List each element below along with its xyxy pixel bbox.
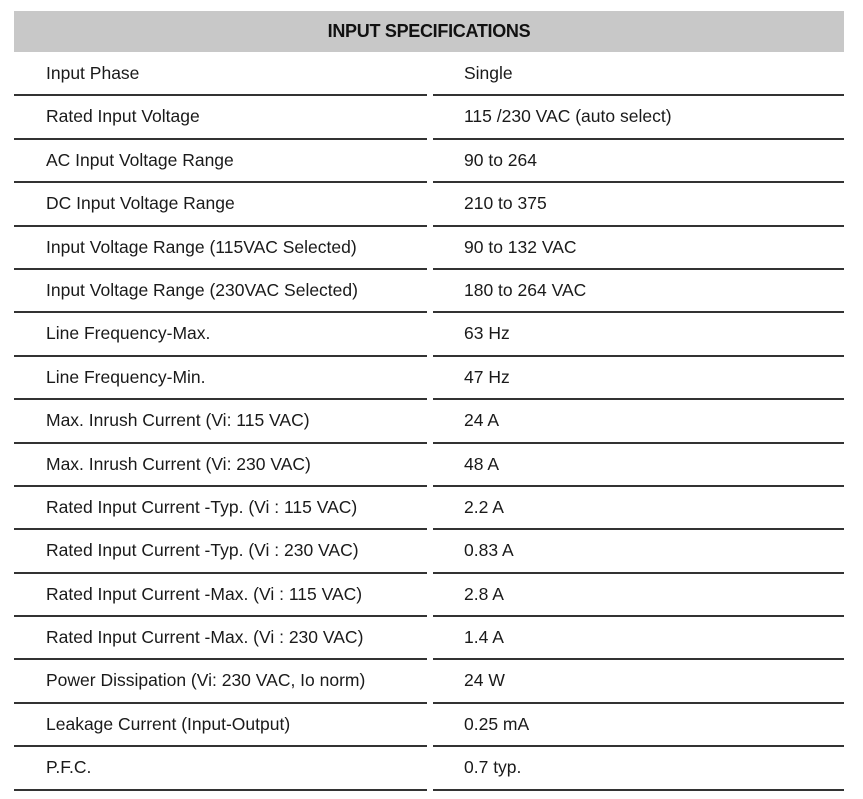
parameter-cell: Leakage Current (Input-Output) [46,713,291,734]
value-cell: 0.83 A [464,540,514,561]
table-row [14,399,844,442]
parameter-cell: AC Input Voltage Range [46,149,234,170]
value-cell: 115 /230 VAC (auto select) [464,106,672,127]
table-row [14,312,844,355]
parameter-cell: DC Input Voltage Range [46,193,235,214]
parameter-cell: Line Frequency-Min. [46,366,206,387]
parameter-cell: Line Frequency-Max. [46,323,211,344]
parameter-cell: Max. Inrush Current (Vi: 115 VAC) [46,410,310,431]
value-cell: 63 Hz [464,323,510,344]
parameter-cell: Power Dissipation (Vi: 230 VAC, Io norm) [46,670,366,691]
table-row [14,139,844,182]
value-cell: 24 W [464,670,505,691]
value-cell: 90 to 264 [464,149,537,170]
table-header [14,11,844,52]
table-row [14,616,844,659]
parameter-cell: Rated Input Current -Max. (Vi : 115 VAC) [46,583,363,604]
parameter-cell: Rated Input Current -Typ. (Vi : 115 VAC) [46,496,358,517]
parameter-cell: Input Phase [46,63,140,83]
parameter-cell: P.F.C. [46,757,92,778]
value-cell: 210 to 375 [464,193,547,214]
value-cell: 0.25 mA [464,713,530,734]
table-row [14,52,844,95]
parameter-cell: Rated Input Current -Max. (Vi : 230 VAC) [46,627,364,648]
value-cell: 48 A [464,453,500,474]
value-cell: 1.4 A [464,627,504,648]
table-row [14,486,844,529]
table-row [14,95,844,138]
value-cell: 24 A [464,410,500,431]
value-cell: Single [464,63,513,83]
table-row [14,703,844,746]
table-row [14,529,844,572]
table-row [14,573,844,616]
parameter-cell: Input Voltage Range (230VAC Selected) [46,279,358,300]
value-cell: 2.8 A [464,583,504,604]
table-row [14,659,844,702]
value-cell: 47 Hz [464,366,510,387]
value-cell: 0.7 typ. [464,757,522,778]
parameter-cell: Max. Inrush Current (Vi: 230 VAC) [46,453,311,474]
table-row [14,746,844,789]
table-title: INPUT SPECIFICATIONS [327,21,531,41]
parameter-cell: Rated Input Current -Typ. (Vi : 230 VAC) [46,540,359,561]
table-row [14,182,844,225]
parameter-cell: Input Voltage Range (115VAC Selected) [46,236,357,257]
table-row [14,269,844,312]
value-cell: 2.2 A [464,496,504,517]
value-cell: 90 to 132 VAC [464,236,577,257]
input-specifications-table [14,11,844,790]
table-body [14,52,844,790]
table-row [14,226,844,269]
table-row [14,356,844,399]
parameter-cell: Rated Input Voltage [46,106,200,127]
table-row [14,443,844,486]
value-cell: 180 to 264 VAC [464,279,587,300]
